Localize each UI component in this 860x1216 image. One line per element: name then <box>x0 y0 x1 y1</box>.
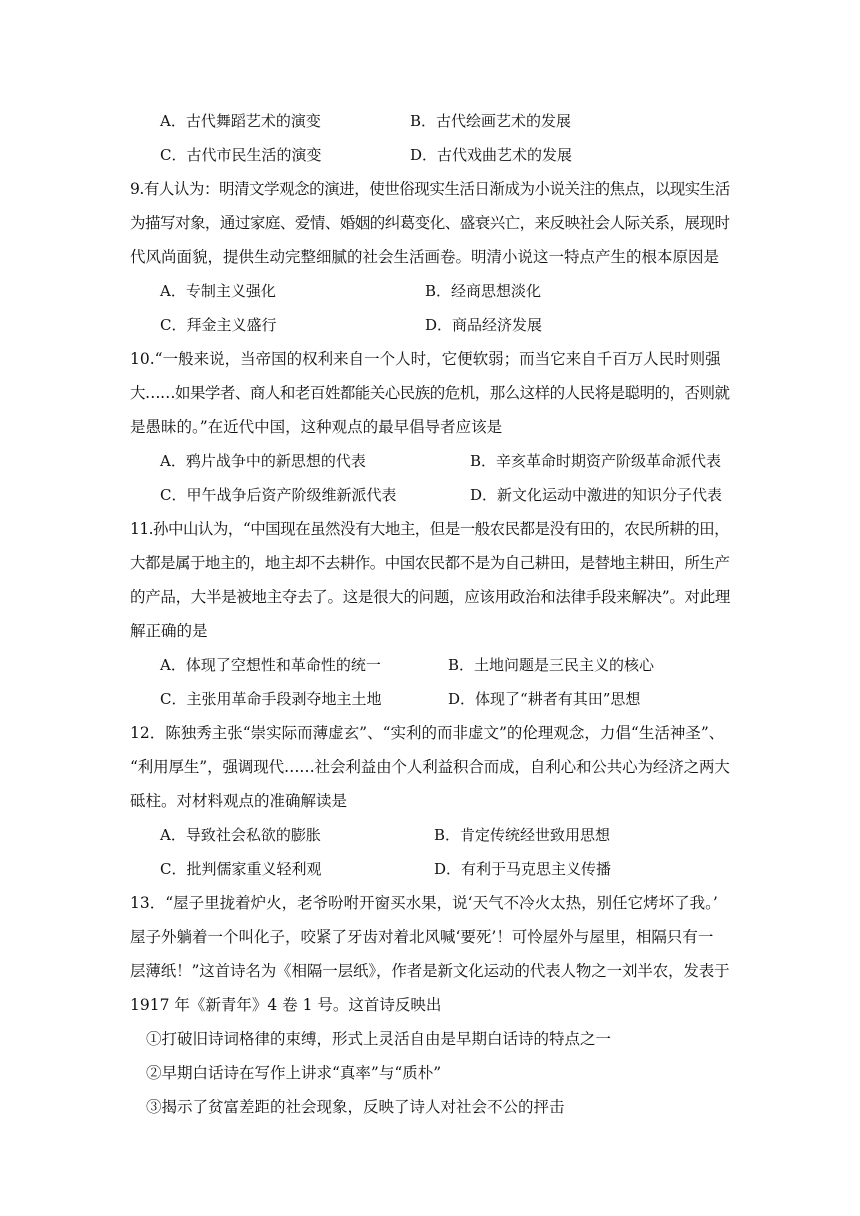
option-d[interactable]: D．体现了“耕者有其田”思想 <box>448 690 641 708</box>
question-stem-line: 屋子外躺着一个叫化子，咬紧了牙齿对着北风喊‘要死’！可怜屋外与屋里，相隔只有一 <box>130 928 714 946</box>
option-b[interactable]: B．辛亥革命时期资产阶级革命派代表 <box>470 452 722 470</box>
option-c[interactable]: C．拜金主义盛行 <box>160 316 277 334</box>
option-a[interactable]: A．专制主义强化 <box>160 282 276 300</box>
option-c[interactable]: C．批判儒家重义轻利观 <box>160 860 322 878</box>
question-stem-line: 10.“一般来说，当帝国的权利来自一个人时，它便软弱；而当它来自千百万人民时则强 <box>130 350 721 368</box>
question-stem-line: 砥柱。对材料观点的准确解读是 <box>130 792 348 810</box>
option-a[interactable]: A．体现了空想性和革命性的统一 <box>160 656 381 674</box>
option-d[interactable]: D．古代戏曲艺术的发展 <box>410 146 573 164</box>
option-d[interactable]: D．商品经济发展 <box>425 316 543 334</box>
option-b[interactable]: B．土地问题是三民主义的核心 <box>448 656 655 674</box>
question-stem-line: 解正确的是 <box>130 622 208 640</box>
option-d[interactable]: D．新文化运动中激进的知识分子代表 <box>470 486 723 504</box>
question-stem-line: 1917 年《新青年》4 卷 1 号。这首诗反映出 <box>130 996 442 1014</box>
question-stem-line: 为描写对象，通过家庭、爱情、婚姻的纠葛变化、盛衰兴亡，来反映社会人际关系，展现时 <box>130 214 730 232</box>
question-stem-line: 9.有人认为：明清文学观念的演进，使世俗现实生活日渐成为小说关注的焦点，以现实生活 <box>130 180 730 198</box>
option-a[interactable]: A．鸦片战争中的新思想的代表 <box>160 452 366 470</box>
option-c[interactable]: C．甲午战争后资产阶级维新派代表 <box>160 486 397 504</box>
question-stem-line: 代风尚面貌，提供生动完整细腻的社会生活画卷。明清小说这一特点产生的根本原因是 <box>130 248 720 266</box>
option-b[interactable]: B．肯定传统经世致用思想 <box>434 826 611 844</box>
question-stem-line: 层薄纸！”这首诗名为《相隔一层纸》，作者是新文化运动的代表人物之一刘半农，发表于 <box>130 962 730 980</box>
statement-2: ②早期白话诗在写作上讲求“真率”与“质朴” <box>146 1064 442 1082</box>
option-b[interactable]: B．古代绘画艺术的发展 <box>410 112 572 130</box>
statement-1: ①打破旧诗词格律的束缚，形式上灵活自由是早期白话诗的特点之一 <box>146 1030 612 1048</box>
question-stem-line: 的产品，大半是被地主夺去了。这是很大的问题，应该用政治和法律手段来解决”。对此理 <box>130 588 731 606</box>
option-c[interactable]: C．古代市民生活的演变 <box>160 146 322 164</box>
question-stem-line: 大都是属于地主的，地主却不去耕作。中国农民都不是为自己耕田，是替地主耕田，所生产 <box>130 554 730 572</box>
question-stem-line: 13．“屋子里拢着炉火，老爷吩咐开窗买水果，说‘天气不冷火太热，别任它烤坏了我。’ <box>130 894 718 912</box>
question-stem-line: 12．陈独秀主张“崇实际而薄虚玄”、“实利的而非虚文”的伦理观念，力倡“生活神圣”、 <box>130 724 725 742</box>
question-stem-line: 是愚昧的。”在近代中国，这种观点的最早倡导者应该是 <box>130 418 503 436</box>
statement-3: ③揭示了贫富差距的社会现象，反映了诗人对社会不公的抨击 <box>146 1098 565 1116</box>
question-stem-line: “利用厚生”，强调现代……社会利益由个人利益积合而成，自利心和公共心为经济之两大 <box>130 758 730 776</box>
option-d[interactable]: D．有利于马克思主义传播 <box>434 860 612 878</box>
option-b[interactable]: B．经商思想淡化 <box>425 282 542 300</box>
question-stem-line: 大……如果学者、商人和老百姓都能关心民族的危机，那么这样的人民将是聪明的，否则就 <box>130 384 730 402</box>
question-stem-line: 11.孙中山认为，“中国现在虽然没有大地主，但是一般农民都是没有田的，农民所耕的田， <box>130 520 730 538</box>
option-a[interactable]: A．古代舞蹈艺术的演变 <box>160 112 321 130</box>
option-c[interactable]: C．主张用革命手段剥夺地主土地 <box>160 690 382 708</box>
option-a[interactable]: A．导致社会私欲的膨胀 <box>160 826 321 844</box>
